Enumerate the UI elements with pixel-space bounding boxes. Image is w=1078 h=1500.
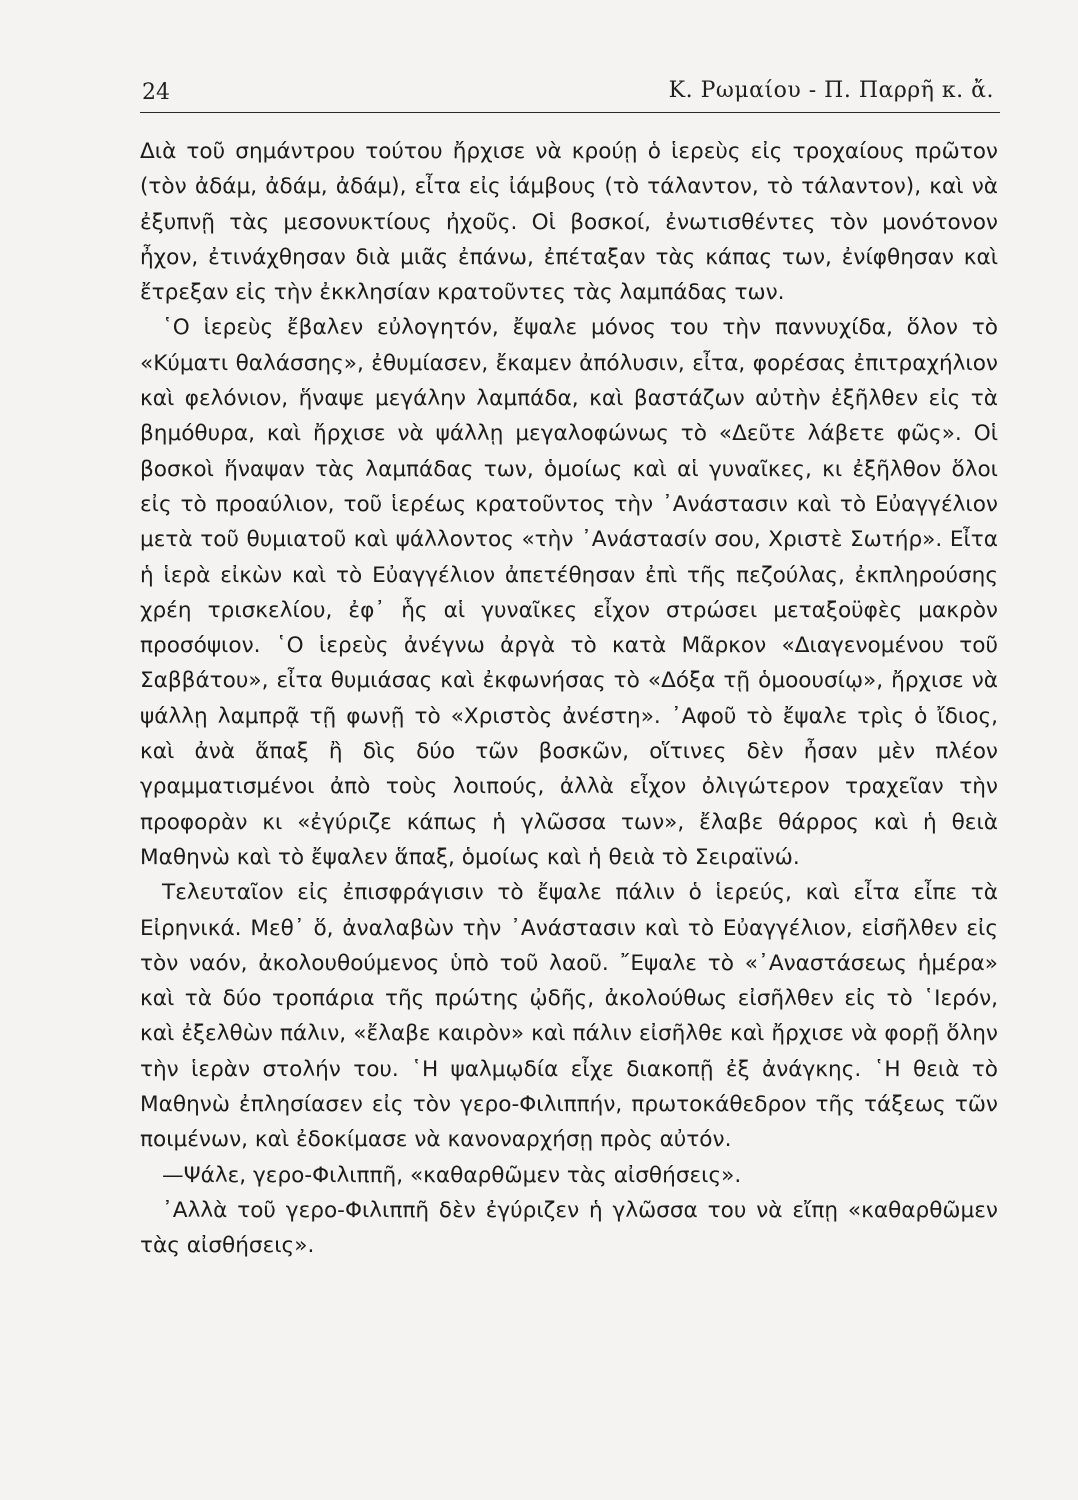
paragraph: ῾Ο ἱερεὺς ἔβαλεν εὐλογητόν, ἔψαλε μόνος του τὴν παννυχίδα, ὅλον τὸ «Κύματι θαλάσσης», ἐθυμίασεν, ἔκαμεν ἀπόλυσιν, εἶτα, φορέσας ἐπιτραχήλιον καὶ φελόνιον, ἥναψε μεγάλην λαμπάδα, καὶ βαστάζων αὐτὴν ἐξῆλθεν εἰς τὰ βημόθυρα, καὶ ἤρχισε νὰ ψάλλῃ μεγαλοφώνως τὸ «Δεῦτε λάβετε φῶς». Οἱ βοσκοὶ ἥναψαν τὰς λαμπάδας των, ὁμοίως καὶ αἱ γυναῖκες, κι ἐξῆλθον ὅλοι εἰς τὸ προαύλιον, τοῦ ἱερέως κρατοῦντος τὴν ᾿Ανάστασιν καὶ τὸ Εὐαγγέλιον μετὰ τοῦ θυμιατοῦ καὶ ψάλλοντος «τὴν ᾿Ανάστασίν σου, Χριστὲ Σωτήρ». Εἶτα ἡ ἱερὰ εἰκὼν καὶ τὸ Εὐαγγέλιον ἀπετέθησαν ἐπὶ τῆς πεζούλας, ἐκπληρούσης χρέη τρισκελίου, ἐφ᾿ ἧς αἱ γυναῖκες εἶχον στρώσει μεταξοϋφὲς μακρὸν προσόψιον. ῾Ο ἱερεὺς ἀνέγνω ἀργὰ τὸ κατὰ Μᾶρκον «Διαγενομένου τοῦ Σαββάτου», εἶτα θυμιάσας καὶ ἐκφωνήσας τὸ «Δόξα τῇ ὁμοουσίῳ», ἤρχισε νὰ ψάλλῃ λαμπρᾷ τῇ φωνῇ τὸ «Χριστὸς ἀνέστη». ᾿Αφοῦ τὸ ἔψαλε τρὶς ὁ ἴδιος, καὶ ἀνὰ ἅπαξ ἢ δὶς δύο τῶν βοσκῶν, οἵτινες δὲν ἦσαν μὲν πλέον γραμματισμένοι ἀπὸ τοὺς λοιπούς, ἀλλὰ εἶχον ὀλιγώτερον τραχεῖαν τὴν προφορὰν κι «ἐγύριζε κάπως ἡ γλῶσσα των», ἔλαβε θάρρος καὶ ἡ θειὰ Μαθηνὼ καὶ τὸ ἔψαλεν ἅπαξ, ὁμοίως καὶ ἡ θειὰ τὸ Σειραϊνώ. [140,315,998,870]
paragraph: Τελευταῖον εἰς ἐπισφράγισιν τὸ ἔψαλε πάλιν ὁ ἱερεύς, καὶ εἶτα εἶπε τὰ Εἰρηνικά. Μεθ᾿ ὅ, ἀναλαβὼν τὴν ᾿Ανάστασιν καὶ τὸ Εὐαγγέλιον, εἰσῆλθεν εἰς τὸν ναόν, ἀκολουθούμενος ὑπὸ τοῦ λαοῦ. ῎Εψαλε τὸ «᾿Αναστάσεως ἡμέρα» καὶ τὰ δύο τροπάρια τῆς πρώτης ᾠδῆς, ἀκολούθως εἰσῆλθεν εἰς τὸ ῾Ιερόν, καὶ ἐξελθὼν πάλιν, «ἔλαβε καιρὸν» καὶ πάλιν εἰσῆλθε καὶ ἤρχισε νὰ φορῇ ὅλην τὴν ἱερὰν στολήν του. ῾Η ψαλμῳδία εἶχε διακοπῇ ἐξ ἀνάγκης. ῾Η θειὰ τὸ Μαθηνὼ ἐπλησίασεν εἰς τὸν γερο-Φιλιππήν, πρωτοκάθεδρον τῆς τάξεως τῶν ποιμένων, καὶ ἐδοκίμασε νὰ κανοναρχήσῃ πρὸς αὐτόν. [140,880,998,1153]
paragraph: ᾿Αλλὰ τοῦ γερο-Φιλιππῆ δὲν ἐγύριζεν ἡ γλῶσσα του νὰ εἴπῃ «καθαρθῶμεν τὰς αἰσθήσεις». [140,1197,998,1259]
paragraph: Διὰ τοῦ σημάντρου τούτου ἤρχισε νὰ κρούῃ ὁ ἱερεὺς εἰς τροχαίους πρῶτον (τὸν ἀδάμ, ἀδάμ, ἀδάμ), εἶτα εἰς ἰάμβους (τὸ τάλαντον, τὸ τάλαντον), καὶ νὰ ἐξυπνῇ τὰς μεσονυκτίους ἠχοῦς. Οἱ βοσκοί, ἐνωτισθέντες τὸν μονότονον ἦχον, ἐτινάχθησαν διὰ μιᾶς ἐπάνω, ἐπέταξαν τὰς κάπας των, ἐνίφθησαν καὶ ἔτρεξαν εἰς τὴν ἐκκλησίαν κρατοῦντες τὰς λαμπάδας των. [140,139,998,306]
body-text [140,134,998,1264]
page-number: 24 [142,80,170,105]
running-header [140,72,1000,113]
header-title: Κ. Ρωμαίου - Π. Παρρῆ κ. ἄ. [668,78,994,103]
dialogue-line: —Ψάλε, γερο-Φιλιππῆ, «καθαρθῶμεν τὰς αἰσθήσεις». [162,1162,742,1188]
